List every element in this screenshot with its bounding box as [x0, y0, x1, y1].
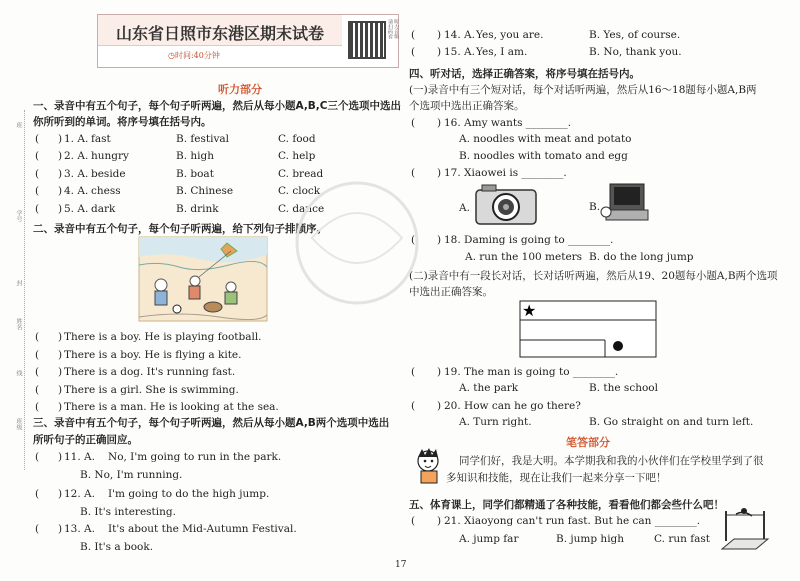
binding-line [24, 110, 25, 470]
section4-part1: (一)录音中有三个短对话，每个对话听两遍，然后从16～18题每小题A,B两 [409, 84, 757, 96]
section5-title: 五、体育课上，同学们都精通了各种技能，看看他们都会些什么吧！ [409, 499, 724, 511]
qr-code-icon[interactable] [348, 21, 386, 59]
margin-label: 封 [15, 280, 22, 286]
option-c[interactable]: C. clock [278, 185, 321, 197]
option-b[interactable]: B. boat [176, 168, 214, 180]
answer-paren-close: ) [58, 203, 63, 215]
title-box [97, 14, 399, 68]
option-b[interactable]: B. high [176, 150, 214, 162]
q18-paren-close: ) [437, 234, 442, 246]
q17-paren-close: ) [437, 167, 442, 179]
order-paren-close: ) [58, 384, 63, 396]
option-a[interactable]: Yes, I am. [476, 46, 528, 58]
q21-paren-close: ) [437, 515, 442, 527]
clock-icon: ◷ [168, 51, 175, 60]
option-a[interactable]: fast [91, 133, 111, 145]
order-paren-close: ) [58, 401, 63, 413]
answer-paren-open[interactable]: ( [35, 185, 40, 197]
option-a[interactable]: beside [91, 168, 126, 180]
q17-option-b[interactable]: B. [589, 201, 601, 213]
q20-paren-close: ) [437, 400, 442, 412]
section4-part2: (二)录音中有一段长对话，长对话听两遍，然后从19、20题每小题A,B两个选项 [409, 270, 778, 282]
option-b[interactable]: B. No, I'm running. [80, 469, 183, 481]
q18-paren-open[interactable]: ( [411, 234, 416, 246]
answer-paren-close: ) [58, 488, 63, 500]
star-icon: ★ [522, 301, 537, 320]
q21-option-c[interactable]: C. run fast [654, 533, 710, 545]
option-a[interactable]: I'm going to do the high jump. [108, 488, 270, 500]
option-c[interactable]: C. dance [278, 203, 325, 215]
option-a[interactable]: No, I'm going to run in the park. [108, 451, 282, 463]
q20-option-b[interactable]: B. Go straight on and turn left. [589, 416, 754, 428]
writing-intro-1: 同学们好，我是大明。本学期我和我的小伙伴们在学校里学到了很 [459, 455, 764, 467]
margin-label: 姓名 [15, 318, 22, 330]
q17-question: 17. Xiaowei is ________. [444, 167, 567, 179]
order-paren-open[interactable]: ( [35, 401, 40, 413]
q17-option-a[interactable]: A. [459, 202, 470, 214]
option-a[interactable]: dark [91, 203, 116, 215]
q16-paren-close: ) [437, 117, 442, 129]
daming-cartoon [410, 447, 450, 487]
margin-label: 线 [15, 370, 22, 376]
q21-option-b[interactable]: B. jump high [556, 533, 625, 545]
q16-option-a[interactable]: A. noodles with meat and potato [459, 133, 632, 145]
sentence: There is a man. He is looking at the sea. [64, 401, 279, 413]
q21-option-a[interactable]: A. jump far [459, 533, 519, 545]
question-number: 11. A. [64, 451, 95, 463]
option-b[interactable]: B. It's interesting. [80, 506, 176, 518]
order-paren-open[interactable]: ( [35, 366, 40, 378]
order-paren-open[interactable]: ( [35, 384, 40, 396]
option-b[interactable]: B. It's a book. [80, 541, 154, 553]
writing-intro-2: 多知识和技能，现在让我们一起来分享一下吧！ [446, 472, 667, 484]
q19-option-a[interactable]: A. the park [459, 382, 519, 394]
answer-paren-open[interactable]: ( [35, 203, 40, 215]
dot-marker [613, 341, 623, 351]
q21-question: 21. Xiaoyong can't run fast. But he can ________. [444, 515, 701, 527]
sentence: There is a girl. She is swimming. [64, 384, 239, 396]
option-a[interactable]: hungry [91, 150, 129, 162]
section3-title: 三、录音中有五个句子，每个句子听两遍，然后从每小题A,B两个选项中选出 [33, 417, 390, 429]
question-number: 14. A. [444, 29, 475, 41]
option-b[interactable]: B. festival [176, 133, 230, 145]
question-number: 12. A. [64, 488, 95, 500]
route-map [519, 300, 659, 360]
order-paren-close: ) [58, 366, 63, 378]
q21-paren-open[interactable]: ( [411, 515, 416, 527]
answer-paren-close: ) [58, 133, 63, 145]
question-number: 4. A. [64, 185, 89, 197]
question-number: 3. A. [64, 168, 89, 180]
watermark-logo [272, 178, 442, 318]
q18-question: 18. Daming is going to ________. [444, 234, 614, 246]
section3-title-cont: 所听句子的正确回应。 [33, 434, 138, 446]
option-c[interactable]: C. help [278, 150, 316, 162]
time-limit [168, 50, 220, 61]
answer-paren-open[interactable]: ( [35, 451, 40, 463]
q20-paren-open[interactable]: ( [411, 400, 416, 412]
answer-paren-close: ) [58, 185, 63, 197]
q19-option-b[interactable]: B. the school [589, 382, 658, 394]
q17-paren-open[interactable]: ( [411, 167, 416, 179]
sentence: There is a boy. He is flying a kite. [64, 349, 242, 361]
question-number: 15. A. [444, 46, 475, 58]
section2-title: 二、录音中有五个句子，每个句子听两遍，给下列句子排顺序。 [33, 223, 327, 235]
option-b[interactable]: B. Chinese [176, 185, 234, 197]
option-c[interactable]: C. food [278, 133, 316, 145]
high-jump-picture [720, 505, 770, 553]
option-a[interactable]: chess [91, 185, 121, 197]
q18-option-b[interactable]: B. do the long jump [589, 251, 694, 263]
section4-title: 四、听对话，选择正确答案，将序号填在括号内。 [409, 68, 640, 80]
margin-label: 班级 [15, 418, 22, 430]
answer-paren-open[interactable]: ( [411, 46, 416, 58]
page-number: 17 [395, 560, 407, 570]
question-number: 13. A. [64, 523, 95, 535]
q20-option-a[interactable]: A. Turn right. [459, 416, 532, 428]
section4-part2-cont: 中选出正确答案。 [409, 286, 493, 298]
margin-label: 学号 [15, 210, 22, 222]
answer-paren-close: ) [58, 150, 63, 162]
answer-paren-open[interactable]: ( [411, 29, 416, 41]
question-number: 1. A. [64, 133, 89, 145]
beach-scene-picture [139, 237, 267, 321]
writing-heading: 笔答部分 [566, 436, 610, 449]
answer-paren-close: ) [58, 168, 63, 180]
sentence: There is a dog. It's running fast. [64, 366, 236, 378]
answer-paren-close: ) [437, 29, 442, 41]
tv-picture [600, 182, 652, 222]
answer-paren-open[interactable]: ( [35, 488, 40, 500]
answer-paren-open[interactable]: ( [35, 523, 40, 535]
order-paren-close: ) [58, 331, 63, 343]
answer-paren-close: ) [437, 46, 442, 58]
q19-paren-open[interactable]: ( [411, 366, 416, 378]
q18-option-a[interactable]: A. run the 100 meters [465, 251, 583, 263]
order-paren-close: ) [58, 349, 63, 361]
q16-option-b[interactable]: B. noodles with tomato and egg [459, 150, 628, 162]
camera-picture [474, 182, 538, 226]
answer-paren-open[interactable]: ( [35, 168, 40, 180]
question-number: 5. A. [64, 203, 89, 215]
listening-heading: 听力部分 [218, 83, 262, 96]
option-a[interactable]: It's about the Mid-Autumn Festival. [108, 523, 297, 535]
page-title: 山东省日照市东港区期末试卷 [116, 24, 325, 43]
option-b[interactable]: B. No, thank you. [589, 46, 682, 58]
option-b[interactable]: B. drink [176, 203, 219, 215]
answer-paren-open[interactable]: ( [35, 133, 40, 145]
section1-title: 一、录音中有五个句子，每个句子听两遍，然后从每小题A,B,C三个选项中选出 [33, 100, 402, 112]
q16-paren-open[interactable]: ( [411, 117, 416, 129]
q19-paren-close: ) [437, 366, 442, 378]
section1-title-cont: 你所听到的单词。将序号填在括号内。 [33, 116, 212, 128]
time-limit-text: 时间:40分钟 [174, 51, 220, 60]
q20-question: 20. How can he go there? [444, 400, 581, 412]
option-c[interactable]: C. bread [278, 168, 324, 180]
option-a[interactable]: Yes, you are. [476, 29, 544, 41]
order-paren-open[interactable]: ( [35, 331, 40, 343]
section4-part1-cont: 个选项中选出正确答案。 [409, 100, 525, 112]
q16-question: 16. Amy wants ________. [444, 117, 572, 129]
margin-label: 班 [15, 122, 22, 128]
order-paren-open[interactable]: ( [35, 349, 40, 361]
answer-paren-close: ) [58, 451, 63, 463]
qr-caption-2: 听力音频 [393, 19, 399, 39]
q19-question: 19. The man is going to ________. [444, 366, 619, 378]
qr-caption-1: 请扫码看 [387, 19, 393, 39]
answer-paren-close: ) [58, 523, 63, 535]
option-b[interactable]: B. Yes, of course. [589, 29, 681, 41]
question-number: 2. A. [64, 150, 89, 162]
answer-paren-open[interactable]: ( [35, 150, 40, 162]
sentence: There is a boy. He is playing football. [64, 331, 262, 343]
